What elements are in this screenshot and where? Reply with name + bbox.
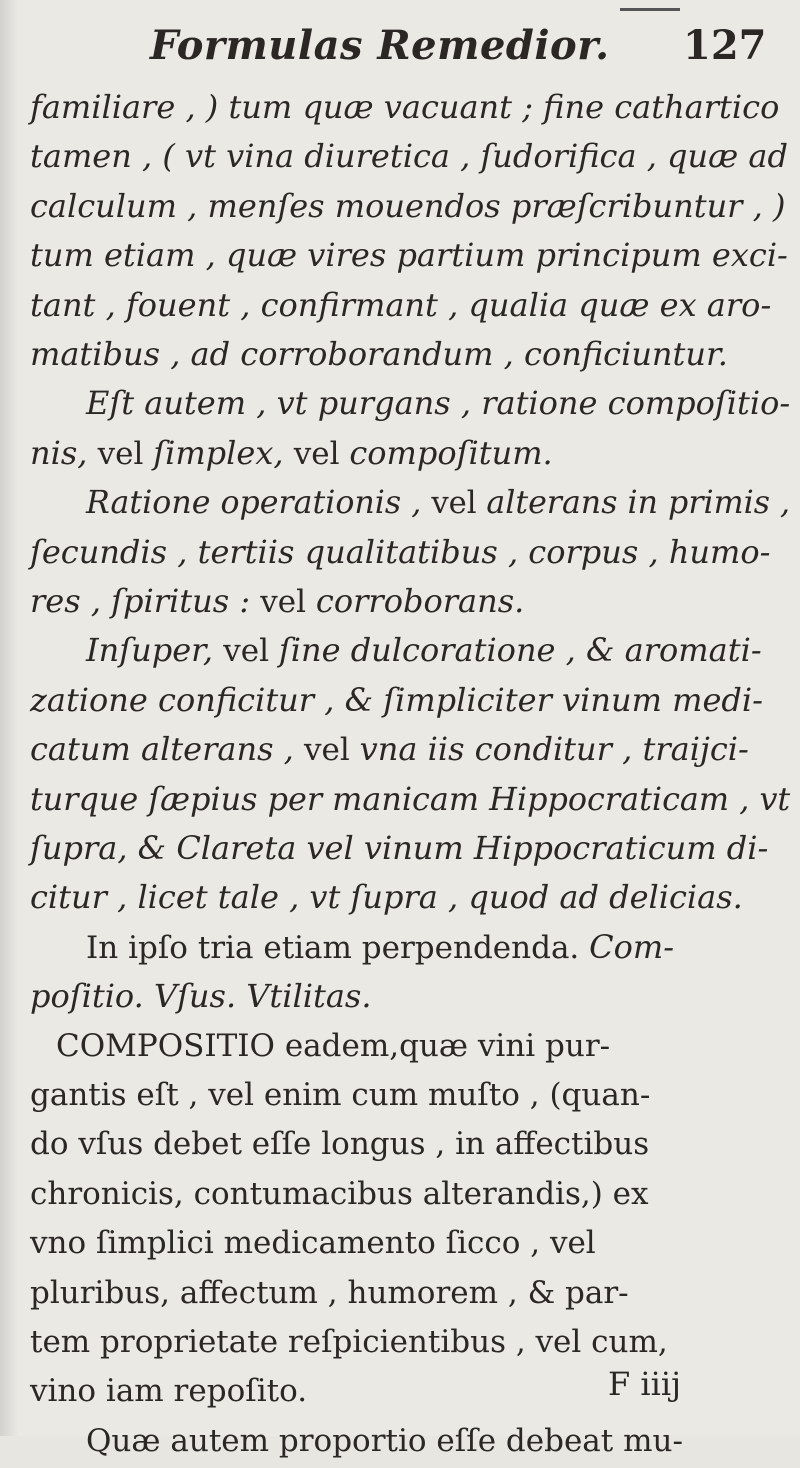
text-line (30, 525, 770, 579)
text-line (86, 1414, 683, 1468)
italic-text: Eſt autem , vt purgans , ratione compoſitio- (86, 384, 791, 423)
italic-text: Com- (589, 927, 675, 966)
italic-text: ſine dulcoratione , & aromati- (278, 631, 762, 670)
text-line (30, 1216, 596, 1270)
roman-text: vel (293, 435, 350, 472)
roman-text: COMPOSITIO eadem,quæ vini pur- (56, 1027, 611, 1064)
text-line (30, 426, 553, 480)
text-line (86, 475, 790, 529)
text-line (30, 1364, 307, 1418)
text-line (30, 722, 749, 776)
roman-text: In ipſo tria etiam perpendenda. (86, 929, 590, 966)
roman-text: gantis eſt , vel enim cum muſto , (quan- (30, 1077, 651, 1113)
text-line (30, 80, 779, 134)
text-line (30, 969, 372, 1023)
text-line (30, 129, 788, 183)
italic-text: corroborans. (315, 582, 525, 620)
italic-text: ſupra, & Clareta vel vinum Hippocraticum di- (30, 829, 769, 867)
italic-text: catum alterans , (30, 730, 305, 769)
text-line (30, 1167, 649, 1221)
roman-text: vel (97, 435, 154, 472)
running-title: Formulas Remedior. (150, 22, 610, 69)
italic-text: familiare , ) tum quæ vacuant ; fine cathartico (30, 88, 780, 126)
text-line (30, 278, 771, 332)
text-line (30, 821, 768, 875)
roman-text: vno ſimplici medicamento ſicco , vel (30, 1225, 596, 1262)
italic-text: turque ſæpius per manicam Hippocraticam , vt (30, 779, 791, 818)
italic-text: alterans in primis , (486, 483, 791, 522)
page-edge-shadow (0, 0, 18, 1436)
roman-text: chronicis, contumacibus alterandis,) ex (30, 1175, 649, 1212)
text-line (30, 870, 743, 924)
text-line (30, 179, 785, 233)
page-header (0, 8, 800, 68)
roman-text: vel (431, 485, 487, 522)
roman-text: do vſus debet eſſe longus , in affectibus (30, 1126, 650, 1163)
roman-text: vel (260, 584, 316, 620)
italic-text: citur , licet tale , vt ſupra , quod ad delicias. (30, 878, 743, 917)
roman-text: vino iam repoſito. (30, 1373, 308, 1410)
roman-text: pluribus, affectum , humorem , & par- (30, 1274, 629, 1311)
roman-text: Quæ autem proportio eſſe debeat mu- (86, 1422, 683, 1459)
signature-mark: F iiij (608, 1365, 681, 1403)
roman-text: tem proprietate reſpicientibus , vel cum, (30, 1324, 668, 1360)
italic-text: tamen , ( vt vina diuretica , ſudorifica , quæ ad (30, 137, 788, 176)
italic-text: vna iis conditur , traijci- (359, 730, 749, 769)
text-line (86, 376, 790, 430)
italic-text: ſecundis , tertiis qualitatibus , corpus , humo- (30, 532, 771, 571)
text-line (30, 1315, 668, 1369)
text-line (30, 673, 763, 727)
italic-text: Ratione operationis , (86, 483, 432, 522)
italic-text: matibus , ad corroborandum , conficiuntur. (30, 335, 728, 373)
text-line (56, 1019, 610, 1073)
italic-text: poſitio. Vſus. Vtilitas. (30, 977, 372, 1016)
italic-text: ſimplex, (153, 433, 294, 472)
text-line (30, 772, 790, 826)
text-line (86, 623, 762, 677)
italic-text: zatione conficitur , & ſimpliciter vinum medi- (30, 680, 763, 719)
italic-text: Inſuper, (86, 631, 224, 670)
corner-ornament (620, 8, 680, 17)
italic-text: res , ſpiritus : (30, 582, 261, 620)
text-line (30, 228, 788, 282)
text-line (30, 1117, 649, 1171)
roman-text: vel (304, 732, 360, 769)
roman-text: vel (223, 633, 279, 670)
text-line (30, 574, 524, 628)
italic-text: compoſitum. (349, 433, 553, 472)
italic-text: calculum , menſes mouendos præſcribuntur , ) (30, 186, 786, 225)
text-line (86, 920, 674, 974)
page-number: 127 (683, 22, 767, 69)
italic-text: nis, (30, 433, 98, 472)
text-line (30, 1266, 629, 1320)
italic-text: tum etiam , quæ vires partium principum exci- (30, 236, 788, 275)
text-line (30, 1068, 650, 1122)
text-line (30, 327, 728, 381)
italic-text: tant , fouent , confirmant , qualia quæ ex aro- (30, 285, 772, 324)
